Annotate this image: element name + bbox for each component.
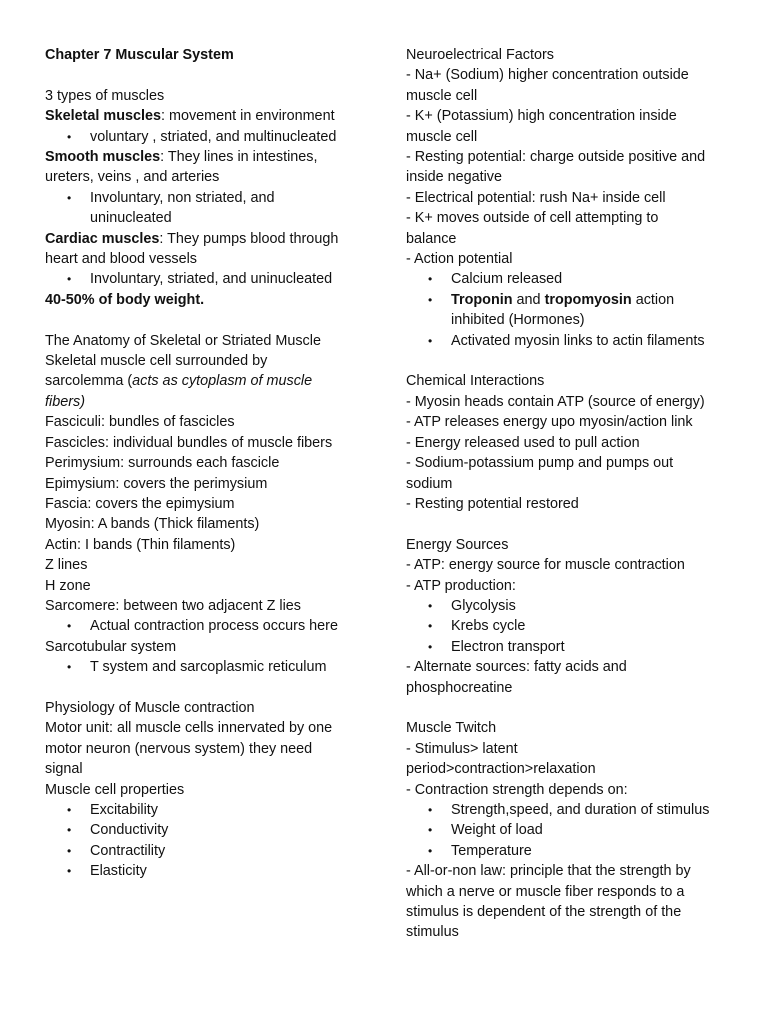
neuro-text: - Electrical potential: rush Na+ inside cell: [406, 189, 666, 206]
list-item: • Temperature: [406, 841, 736, 861]
smooth-text: : They lines in intestines,: [160, 149, 318, 166]
list-item-text-cont: uninucleated: [90, 210, 172, 227]
list-item: • Calcium released: [406, 269, 736, 289]
neuro-text: - Action potential: [406, 251, 513, 268]
chemical-text: - ATP releases energy upo myosin/action link: [406, 414, 693, 431]
motor-unit-text: Motor unit: all muscle cells innervated by one: [45, 720, 333, 737]
twitch-text: - Contraction strength depends on:: [406, 781, 628, 798]
list-item: • Weight of load: [406, 820, 736, 840]
cardiac-bullets: [45, 269, 375, 289]
anatomy-text: Skeletal muscle cell surrounded by: [45, 353, 268, 370]
twitch-heading: Muscle Twitch: [406, 720, 497, 737]
skeletal-label: Skeletal muscles: [45, 108, 161, 125]
smooth-bullets: [45, 188, 375, 229]
neuro-text: muscle cell: [406, 128, 478, 145]
chemical-text: - Resting potential restored: [406, 495, 579, 512]
energy-heading: Energy Sources: [406, 536, 509, 553]
chemical-heading: Chemical Interactions: [406, 373, 545, 390]
fascia-def: Fascia: covers the epimysium: [45, 495, 235, 512]
smooth-line: [45, 147, 375, 167]
sarcotubular-bullets: [45, 657, 375, 677]
chemical-text: sodium: [406, 475, 453, 492]
motor-unit-text: signal: [45, 761, 83, 778]
cardiac-label: Cardiac muscles: [45, 230, 160, 247]
list-item: • Involuntary, striated, and uninucleated: [45, 269, 375, 289]
anatomy-text-a: sarcolemma (: [45, 373, 133, 390]
anatomy-text: [45, 371, 375, 391]
skeletal-bullets: [45, 127, 375, 147]
properties-list: [45, 800, 375, 882]
sarcomere-def: Sarcomere: between two adjacent Z lies: [45, 597, 301, 614]
skeletal-line: [45, 106, 375, 126]
neuro-text: balance: [406, 230, 457, 247]
strength-bullets: [406, 800, 736, 861]
list-item: • Contractility: [45, 841, 375, 861]
tropomyosin-term: tropomyosin: [544, 291, 632, 308]
list-item: • Excitability: [45, 800, 375, 820]
list-item-text: [451, 290, 736, 310]
spacer: [406, 698, 736, 718]
list-item: • Strength,speed, and duration of stimulus: [406, 800, 736, 820]
all-or-none-text: stimulus is dependent of the strength of the: [406, 904, 682, 921]
body-weight-note: 40-50% of body weight.: [45, 291, 205, 308]
spacer: [406, 514, 736, 534]
list-item: • Actual contraction process occurs here: [45, 616, 375, 636]
chemical-text: - Energy released used to pull action: [406, 434, 640, 451]
fascicles-def: Fascicles: individual bundles of muscle fibers: [45, 434, 333, 451]
z-lines: Z lines: [45, 557, 88, 574]
physiology-heading: Physiology of Muscle contraction: [45, 699, 255, 716]
spacer: [45, 65, 375, 85]
sarcomere-bullets: [45, 616, 375, 636]
list-item: • Glycolysis: [406, 596, 736, 616]
cardiac-text: : They pumps blood through: [159, 230, 339, 247]
neuro-text: inside negative: [406, 169, 503, 186]
neuro-text: - Resting potential: charge outside positive and: [406, 149, 706, 166]
troponin-term: Troponin: [451, 291, 513, 308]
energy-text: - ATP production:: [406, 577, 516, 594]
myosin-def: Myosin: A bands (Thick filaments): [45, 516, 260, 533]
list-item: • Krebs cycle: [406, 616, 736, 636]
list-item: • Activated myosin links to actin filaments: [406, 331, 736, 351]
skeletal-text: : movement in environment: [161, 108, 335, 125]
sarcotubular-def: Sarcotubular system: [45, 638, 177, 655]
chemical-text: - Myosin heads contain ATP (source of energy): [406, 393, 705, 410]
energy-text: phosphocreatine: [406, 679, 513, 696]
epimysium-def: Epimysium: covers the perimysium: [45, 475, 268, 492]
perimysium-def: Perimysium: surrounds each fascicle: [45, 455, 280, 472]
document-title: Chapter 7 Muscular System: [45, 47, 234, 63]
anatomy-heading: The Anatomy of Skeletal or Striated Muscle: [45, 332, 321, 349]
list-item: [406, 290, 736, 331]
cardiac-line-2: heart and blood vessels: [45, 251, 198, 268]
list-item: • Conductivity: [45, 820, 375, 840]
all-or-none-text: - All-or-non law: principle that the strength by: [406, 863, 691, 880]
motor-unit-text: motor neuron (nervous system) they need: [45, 740, 313, 757]
actin-def: Actin: I bands (Thin filaments): [45, 536, 236, 553]
right-column: [406, 45, 736, 943]
list-item: • T system and sarcoplasmic reticulum: [45, 657, 375, 677]
twitch-text: - Stimulus> latent: [406, 740, 518, 757]
spacer: [45, 310, 375, 330]
energy-text: - ATP: energy source for muscle contraction: [406, 557, 685, 574]
properties-heading: Muscle cell properties: [45, 781, 185, 798]
list-item: • voluntary , striated, and multinucleated: [45, 127, 375, 147]
energy-bullets: [406, 596, 736, 657]
energy-text: - Alternate sources: fatty acids and: [406, 659, 627, 676]
spacer: [406, 351, 736, 371]
list-item: [45, 188, 375, 229]
anatomy-text: fibers): [45, 393, 85, 410]
anatomy-text-italic: acts as cytoplasm of muscle: [132, 373, 313, 390]
spacer: [45, 678, 375, 698]
neuro-heading: Neuroelectrical Factors: [406, 47, 554, 63]
h-zone: H zone: [45, 577, 91, 594]
list-item: • Elasticity: [45, 861, 375, 881]
neuro-text: - K+ (Potassium) high concentration inside: [406, 108, 677, 125]
left-column: [45, 45, 375, 882]
and-text: and: [512, 291, 545, 308]
neuro-text: muscle cell: [406, 87, 478, 104]
list-item-text: • Involuntary, non striated, and: [90, 189, 275, 206]
action-potential-bullets: [406, 269, 736, 351]
list-item-text-cont: inhibited (Hormones): [451, 312, 585, 329]
cardiac-line: [45, 229, 375, 249]
twitch-text: period>contraction>relaxation: [406, 761, 596, 778]
neuro-text: - Na+ (Sodium) higher concentration outside: [406, 67, 689, 84]
smooth-label: Smooth muscles: [45, 149, 161, 166]
all-or-none-text: which a nerve or muscle fiber responds to a: [406, 883, 685, 900]
all-or-none-text: stimulus: [406, 924, 459, 941]
fasciculi-def: Fasciculi: bundles of fascicles: [45, 414, 235, 431]
list-item: • Electron transport: [406, 637, 736, 657]
neuro-text: - K+ moves outside of cell attempting to: [406, 210, 659, 227]
action-text: action: [631, 291, 675, 308]
smooth-line-2: ureters, veins , and arteries: [45, 169, 220, 186]
chemical-text: - Sodium-potassium pump and pumps out: [406, 455, 674, 472]
muscle-types-heading: 3 types of muscles: [45, 87, 165, 104]
